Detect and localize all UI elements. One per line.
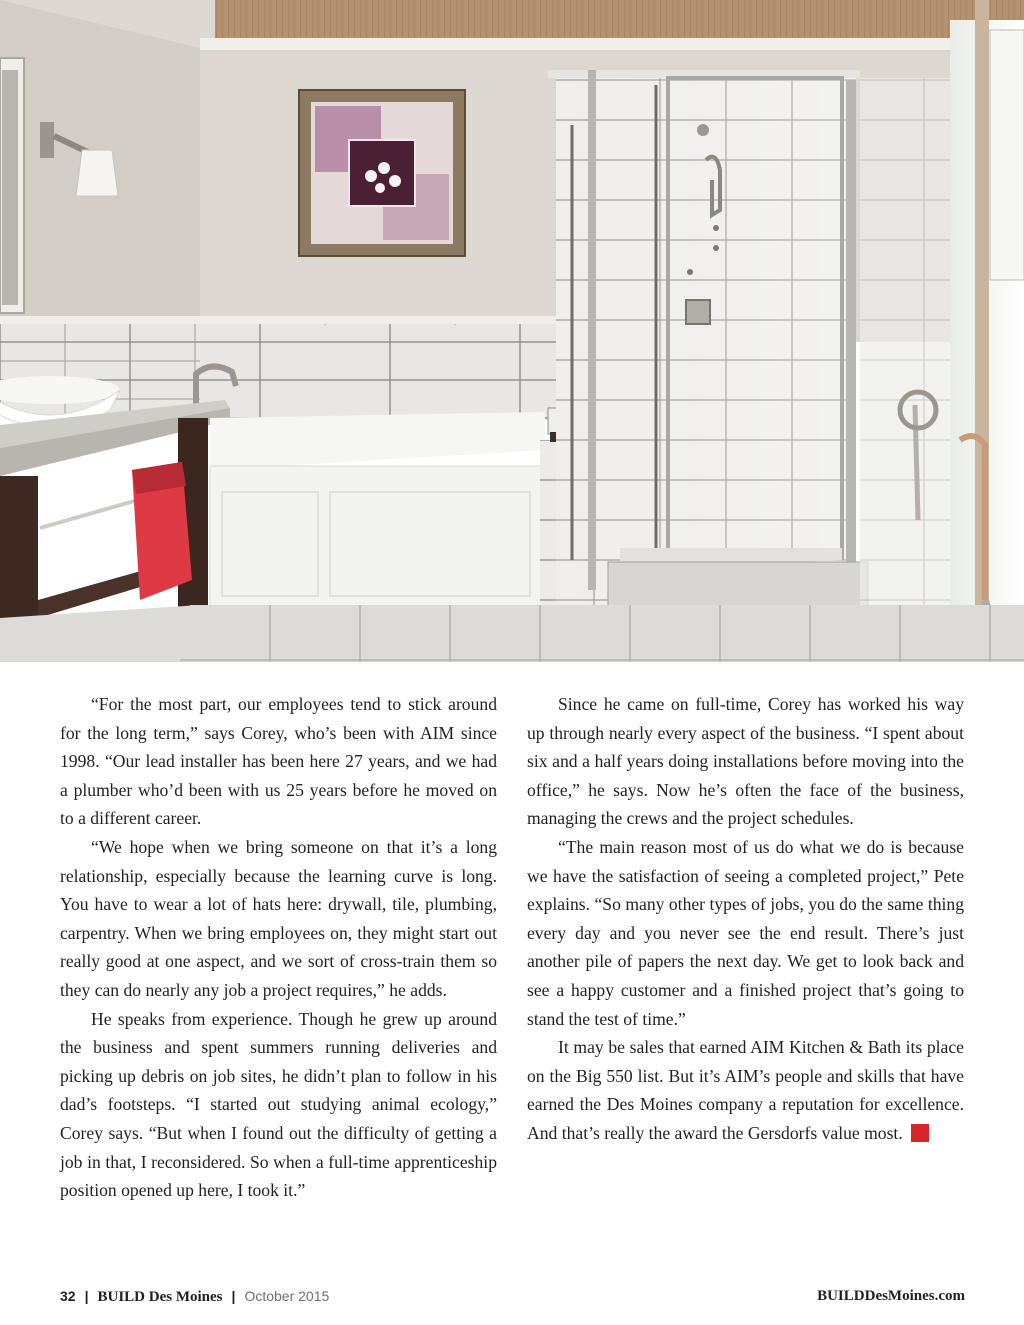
article-right-column [527, 690, 964, 1148]
article-paragraph: Since he came on full-time, Corey has worked his way up through nearly every aspect of the business. “I spent about six and a half years doing installations before moving into the office,” he says. Now he’s often the face of the business, managing the crews and the project schedules. [527, 694, 964, 829]
end-of-article-logo-icon: B [911, 1124, 929, 1142]
publication-name: BUILD Des Moines [97, 1289, 223, 1305]
article-paragraph-text: It may be sales that earned AIM Kitchen & Bath its place on the Big 550 list. But it’s AIM’s people and skills that have earned the Des Moines company a reputation for excellence. And that’s really the award the Gersdorfs value most. [527, 1037, 964, 1143]
issue-date: October 2015 [244, 1288, 330, 1304]
article-paragraph: “We hope when we bring someone on that it’s a long relationship, especially because the learning curve is long. You have to wear a lot of hats here: drywall, tile, plumbing, carpentry. When we bring employees on, they might start out really good at one aspect, and we sort of cross-train them so they can do nearly any job a project requires,” he adds. [60, 836, 497, 1000]
footer-separator: | [84, 1288, 89, 1304]
footer-folio [60, 1288, 329, 1306]
bathroom-photo [0, 0, 1024, 662]
article-paragraph: “The main reason most of us do what we do is because we have the satisfaction of seeing a completed project,” Pete explains. “So many other types of jobs, you do the same thing every day and you never see the end result. There’s just another pile of papers the next day. We get to look back and see a happy customer and a finished project that’s going to stand the test of time.” [527, 836, 964, 1029]
page-footer [60, 1286, 965, 1308]
bathroom-illustration [0, 0, 1024, 662]
page-number: 32 [60, 1288, 76, 1304]
article-paragraph: “For the most part, our employees tend to stick around for the long term,” says Corey, who’s been with AIM since 1998. “Our lead installer has been here 27 years, and we had a plumber who’d been with us 25 years before he moved on to a different career. [60, 694, 497, 829]
article-paragraph-final [527, 1033, 964, 1147]
article-left-column [60, 690, 497, 1205]
website-url: BUILDDesMoines.com [817, 1288, 965, 1304]
article-paragraph: He speaks from experience. Though he grew up around the business and spent summers running deliveries and picking up debris on job sites, he didn’t plan to follow in his dad’s footsteps. “I started out studying animal ecology,” Corey says. “But when I found out the difficulty of getting a job in that, I reconsidered. So when a full-time apprenticeship position opened up here, I took it.” [60, 1008, 497, 1201]
footer-separator: | [231, 1288, 236, 1304]
